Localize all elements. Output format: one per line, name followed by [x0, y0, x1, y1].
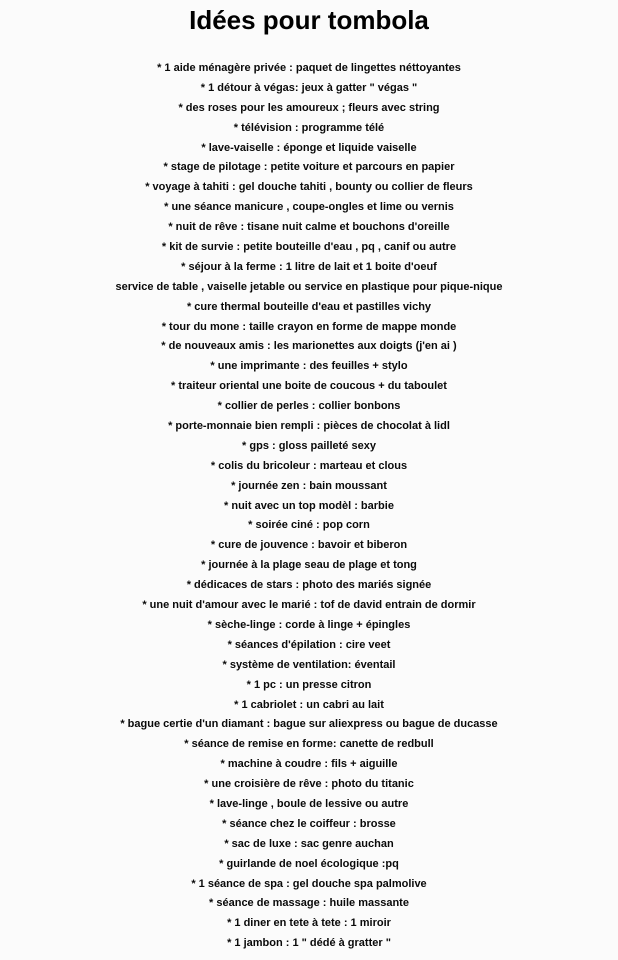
list-item: * nuit avec un top modèl : barbie — [224, 499, 394, 512]
list-item: * une imprimante : des feuilles + stylo — [210, 360, 408, 373]
list-item: * guirlande de noel écologique :pq — [219, 857, 399, 870]
list-item: * télévision : programme télé — [233, 121, 385, 134]
list-item: * 1 aide ménagère privée : paquet de lingettes néttoyantes — [157, 62, 461, 74]
list-item: * 1 détour à végas: jeux à gatter " végas " — [200, 81, 418, 94]
list-item: * séance de remise en forme: canette de redbull — [184, 738, 434, 751]
list-item: * bague certie d'un diamant : bague sur aliexpress ou bague de ducasse — [120, 718, 498, 731]
list-item: * une séance manicure , coupe-ongles et lime ou vernis — [164, 201, 454, 214]
list-item: * 1 cabriolet : un cabri au lait — [234, 698, 384, 711]
list-item: * une nuit d'amour avec le marié : tof de david entrain de dormir — [142, 599, 476, 612]
list-item: * séances d'épilation : cire veet — [227, 638, 391, 651]
prize-list — [0, 59, 618, 954]
list-item: * soirée ciné : pop corn — [248, 519, 370, 532]
list-item: * une croisière de rêve : photo du titanic — [204, 778, 414, 791]
list-item: * traiteur oriental une boite de coucous + du taboulet — [171, 380, 447, 393]
list-item: * kit de survie : petite bouteille d'eau , pq , canif ou autre — [161, 241, 457, 254]
list-item: * séance chez le coiffeur : brosse — [222, 817, 396, 830]
list-item: * machine à coudre : fils + aiguille — [220, 758, 398, 771]
list-item: * 1 diner en tete à tete : 1 miroir — [227, 917, 391, 930]
list-item: * de nouveaux amis : les marionettes aux doigts (j'en ai ) — [161, 340, 457, 353]
list-item: * collier de perles : collier bonbons — [217, 400, 401, 413]
list-item: * 1 pc : un presse citron — [246, 678, 372, 691]
list-item: * 1 jambon : 1 " dédé à gratter " — [227, 937, 391, 950]
list-item: * séjour à la ferme : 1 litre de lait et 1 boite d'oeuf — [181, 260, 437, 273]
list-item: * 1 séance de spa : gel douche spa palmolive — [191, 877, 427, 890]
list-item: * voyage à tahiti : gel douche tahiti , bounty ou collier de fleurs — [145, 181, 473, 194]
list-item: * cure de jouvence : bavoir et biberon — [210, 539, 408, 552]
list-item: * système de ventilation: éventail — [222, 658, 396, 671]
list-item: * des roses pour les amoureux ; fleurs avec string — [178, 101, 440, 114]
list-item: * séance de massage : huile massante — [209, 897, 409, 910]
list-item: * cure thermal bouteille d'eau et pastilles vichy — [186, 300, 432, 313]
list-item: * journée zen : bain moussant — [231, 479, 387, 492]
list-item: service de table , vaiselle jetable ou service en plastique pour pique-nique — [115, 280, 503, 293]
list-item: * porte-monnaie bien rempli : pièces de chocolat à lidl — [168, 420, 450, 433]
list-item: * colis du bricoleur : marteau et clous — [210, 459, 408, 472]
list-item: * nuit de rêve : tisane nuit calme et bouchons d'oreille — [168, 221, 450, 234]
document-title: Idées pour tombola — [189, 5, 429, 35]
list-item: * journée à la plage seau de plage et tong — [201, 559, 417, 572]
list-item: * lave-linge , boule de lessive ou autre — [209, 797, 409, 810]
list-item: * gps : gloss pailleté sexy — [242, 439, 376, 452]
list-item: * stage de pilotage : petite voiture et parcours en papier — [163, 161, 455, 174]
list-item: * sac de luxe : sac genre auchan — [224, 837, 394, 850]
list-item: * sèche-linge : corde à linge + épingles — [207, 618, 411, 631]
list-item: * tour du mone : taille crayon en forme de mappe monde — [161, 320, 457, 333]
list-item: * lave-vaiselle : éponge et liquide vaiselle — [201, 141, 417, 154]
list-item: * dédicaces de stars : photo des mariés signée — [186, 579, 432, 592]
